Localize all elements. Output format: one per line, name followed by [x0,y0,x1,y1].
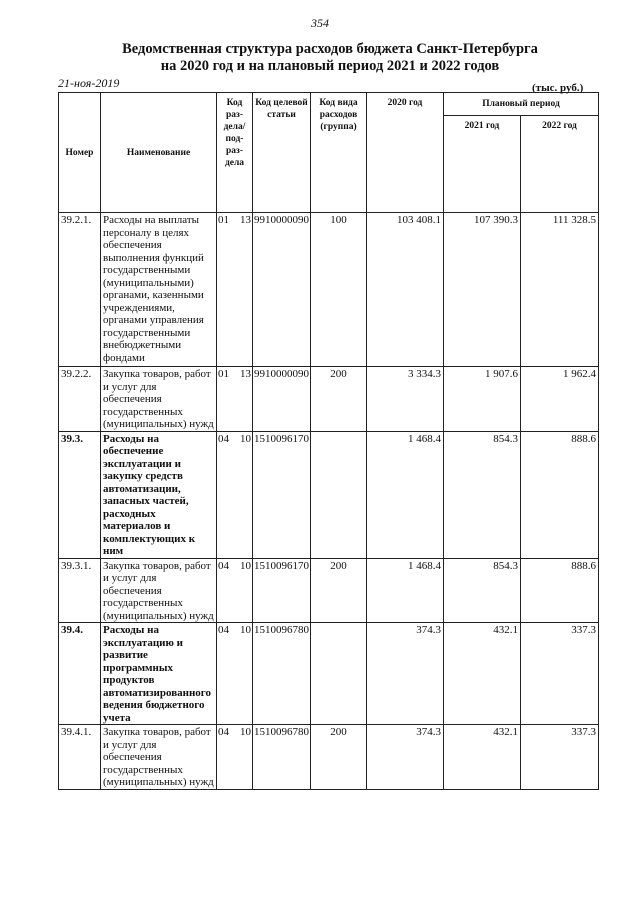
header-row-1 [59,93,599,116]
row-razdel [217,213,253,367]
row-name: Закупка товаров, работ и услуг для обеспечения государственных (муниципальных) нужд [101,725,217,790]
row-razdel [217,558,253,623]
row-amount-2020: 374.3 [367,725,444,790]
header-2020-text: 2020 год [387,98,423,108]
table-row [59,367,599,432]
row-number: 39.4.1. [59,725,101,790]
row-amount-2022: 888.6 [521,431,599,558]
table-row [59,558,599,623]
row-amount-2021: 854.3 [444,558,521,623]
row-name: Расходы на эксплуатацию и развитие программных продуктов автоматизированного ведения бюджетного учета [101,623,217,725]
row-number: 39.2.1. [59,213,101,367]
row-name: Закупка товаров, работ и услуг для обеспечения государственных (муниципальных) нужд [101,558,217,623]
row-podrazdel-code: 10 [240,432,251,445]
header-number: Номер [59,93,101,213]
header-razdel [217,93,253,213]
table-body [59,213,599,790]
row-amount-2022: 337.3 [521,623,599,725]
row-amount-2022: 111 328.5 [521,213,599,367]
row-target-code: 9910000090 [253,367,311,432]
row-razdel-code: 04 [218,559,229,572]
row-vid-code [311,431,367,558]
table-row [59,213,599,367]
row-number: 39.4. [59,623,101,725]
row-amount-2020: 374.3 [367,623,444,725]
row-amount-2020: 3 334.3 [367,367,444,432]
row-amount-2020: 1 468.4 [367,558,444,623]
row-razdel-code: 04 [218,726,229,738]
header-2022: 2022 год [521,116,599,213]
header-planned-period: Плановый период [444,93,599,116]
row-amount-2022: 1 962.4 [521,367,599,432]
table-row [59,431,599,558]
row-razdel [217,431,253,558]
row-razdel-code: 04 [218,624,229,636]
row-amount-2022: 888.6 [521,558,599,623]
row-number: 39.3.1. [59,558,101,623]
row-razdel [217,367,253,432]
row-amount-2020: 103 408.1 [367,213,444,367]
row-target-code: 1510096780 [253,623,311,725]
row-name: Расходы на выплаты персоналу в целях обеспечения выполнения функций государственными (муниципальными) органами, казенными учреждениями, органами управления государственными внебюджетными фондами [101,213,217,367]
row-razdel [217,623,253,725]
header-2021: 2021 год [444,116,521,213]
row-podrazdel-code: 10 [240,624,251,636]
row-vid-code: 200 [311,367,367,432]
row-podrazdel-code: 13 [240,214,251,226]
header-vid [311,93,367,213]
row-number: 39.3. [59,431,101,558]
row-vid-code: 100 [311,213,367,367]
row-amount-2021: 1 907.6 [444,367,521,432]
row-podrazdel-code: 10 [240,559,251,572]
document-title [90,41,570,75]
row-vid-code [311,623,367,725]
title-line-2: на 2020 год и на плановый период 2021 и 2022 годов [160,58,500,74]
row-number: 39.2.2. [59,367,101,432]
row-target-code: 1510096780 [253,725,311,790]
row-razdel-code: 01 [218,214,229,226]
row-target-code: 9910000090 [253,213,311,367]
header-target-text: Код целевой статьи [255,98,308,120]
row-vid-code: 200 [311,725,367,790]
document-date: 21-ноя-2019 [58,76,120,90]
row-amount-2021: 854.3 [444,431,521,558]
row-amount-2022: 337.3 [521,725,599,790]
row-target-code: 1510096170 [253,431,311,558]
table-row [59,725,599,790]
row-name: Расходы на обеспечение эксплуатации и закупку средств автоматизации, запасных частей, расходных материалов и комплектующих к ним [101,431,217,558]
row-amount-2021: 107 390.3 [444,213,521,367]
header-target [253,93,311,213]
units-label: (тыс. руб.) [532,82,584,94]
row-razdel [217,725,253,790]
header-name: Наименование [101,93,217,213]
row-name: Закупка товаров, работ и услуг для обеспечения государственных (муниципальных) нужд [101,367,217,432]
header-vid-text: Код вида расходов (группа) [319,98,358,132]
row-target-code: 1510096170 [253,558,311,623]
expenditure-table [58,92,599,790]
row-podrazdel-code: 10 [240,726,251,738]
row-razdel-code: 04 [218,432,229,445]
page-number: 354 [311,16,329,30]
row-amount-2021: 432.1 [444,725,521,790]
row-amount-2020: 1 468.4 [367,431,444,558]
title-line-1: Ведомственная структура расходов бюджета Санкт-Петербурга [122,41,538,57]
row-vid-code: 200 [311,558,367,623]
row-amount-2021: 432.1 [444,623,521,725]
header-2020 [367,93,444,213]
row-podrazdel-code: 13 [240,368,251,380]
row-razdel-code: 01 [218,368,229,380]
header-razdel-text: Код раз- дела/ под- раз- дела [223,98,246,168]
table-row [59,623,599,725]
